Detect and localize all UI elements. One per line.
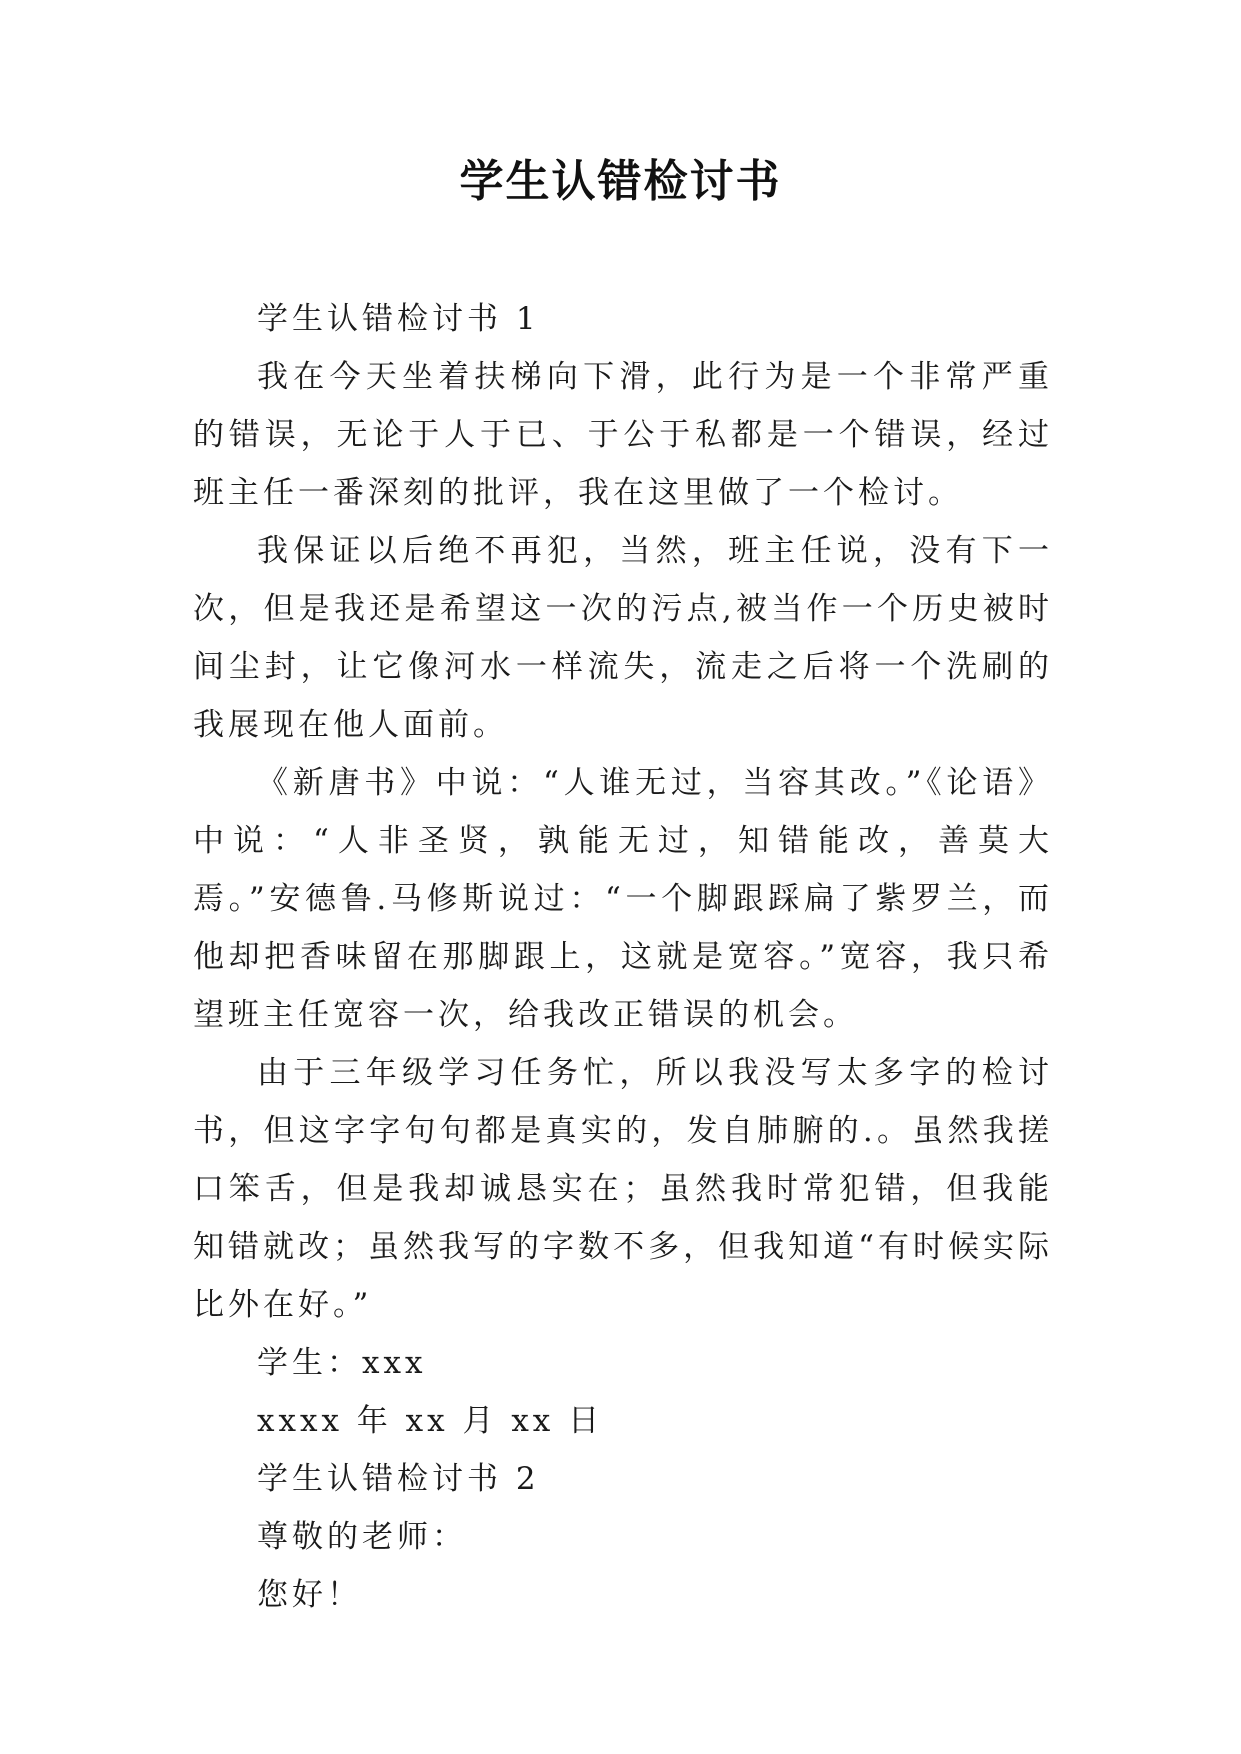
paragraph: 由于三年级学习任务忙，所以我没写太多字的检讨书，但这字字句句都是真实的，发自肺腑的.。虽然我搓口笨舌，但是我却诚恳实在；虽然我时常犯错，但我能知错就改；虽然我写的字数不多，但我知道“有时候实际比外在好。”	[193, 1055, 1053, 1323]
section-heading-2: 学生认错检讨书 2	[257, 1461, 540, 1497]
document-body	[193, 290, 1053, 1624]
signature-date: xxxx 年 xx 月 xx 日	[257, 1403, 604, 1439]
paragraph: 《新唐书》中说：“人谁无过，当容其改。”《论语》中说：“人非圣贤，孰能无过，知错能改，善莫大焉。”安德鲁.马修斯说过：“一个脚跟踩扁了紫罗兰，而他却把香味留在那脚跟上，这就是宽容。”宽容，我只希望班主任宽容一次，给我改正错误的机会。	[193, 765, 1053, 1033]
paragraph: 我保证以后绝不再犯，当然，班主任说，没有下一次，但是我还是希望这一次的污点,被当作一个历史被时间尘封，让它像河水一样流失，流走之后将一个洗刷的我展现在他人面前。	[193, 533, 1053, 743]
document-title: 学生认错检讨书	[459, 156, 782, 207]
paragraph: 我在今天坐着扶梯向下滑，此行为是一个非常严重的错误，无论于人于已、于公于私都是一个错误，经过班主任一番深刻的批评，我在这里做了一个检讨。	[193, 359, 1053, 511]
signature-student: 学生：xxx	[257, 1345, 427, 1381]
greeting: 您好！	[257, 1577, 362, 1613]
section-heading-1: 学生认错检讨书 1	[257, 301, 540, 337]
salutation: 尊敬的老师：	[257, 1519, 467, 1555]
